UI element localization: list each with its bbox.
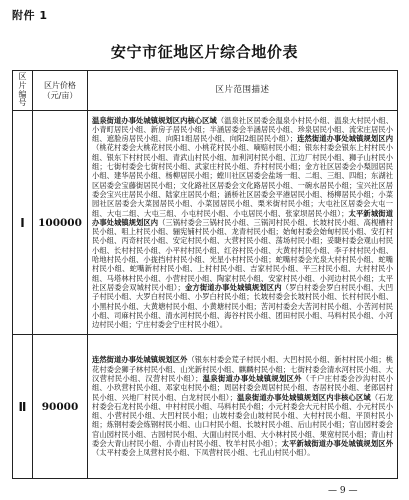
district-heading: 温泉街道办事处城镇规划区内核心区域	[92, 115, 217, 125]
zone-price-cell	[33, 335, 88, 479]
village-group-list: （罗白村委会罗白村民小组、大凹子村民小组、大罗白村民小组、小罗白村民小组；长坡村委会长坡村民小组、长村村民小组、小黑村民小组、大黄塘村民小组、小黄塘村民小组；苦河村委会大苦河村民小组、小苦河村民小组、司麻村民小组、清水河村民小组、海谷村民小组、团田村民小组、马料村民小组、小河边村民小组；宁庄村委会宁庄村民小组）。	[92, 282, 394, 330]
document-title: 安宁市征地区片综合地价表	[110, 43, 299, 61]
village-group-list: （三锅村委会三锅村民小组、三锅河村民小组、长坡村民小组、高枧槽村民小组、咀上村民小组、骊宪铺村民小组、龙青村民小组；始甸村委会始甸村民小组、安打村民小组、丙奇村民小组、安定村民小组、大营村民小组、荡场村民小组；妥睫村委会观山村民小组、长村村民小组、小平村村民小组、红谷村民小组、大黄村村民小组、李子村村民小组、哈地村民小组、小拢挡村村民小组、光星小村村民小组；蛇嘴村委会光泉大村村民小组、蛇嘴村民小组、蛇嘴新村村民小组、上村村民小组、吉家村民小组、平三村民小组、大村村民小组、马塔林村民小组、小营村民小组、陶家村民小组、安家村民小组、小河边村民小组；太平社区居委会双城村民小组）；	[92, 217, 394, 292]
header-zone-number-label: 区片编号	[18, 72, 27, 108]
district-heading: 金方街道办事处城镇规划区内	[184, 282, 282, 292]
district-heading: 温泉街道办事处城镇规划区内非核心区域	[236, 392, 371, 402]
zone-number-cell	[13, 111, 33, 335]
zone-description-cell	[88, 335, 398, 479]
village-group-list: （石龙村委会石龙村民小组、中村村民小组、马料村民小组；小元村委会大元村民小组、小元村民小组、小营村民小组、大凹村民小组；山坡村委会山坡村民小组、大村村民小组、平顶村民小组；炼钢村委会炼钢村民小组、山口村民小组、长坡村民小组、后山村民小组；官山园村委会官山园村民小组、古园村民小组、大面山村民小组、大小林村民小组、果宽村民小组；青山村委会大青山村民小组、小青山村民小组、牧羊村民小组）；	[92, 392, 394, 449]
zone-description	[92, 116, 393, 330]
header-zone-number	[13, 71, 33, 111]
zone-description	[92, 355, 393, 457]
village-group-list: （桃花村委会大桃花村民小组、小桃花村民小组、嘀赔村民小组；银东村委会银东上村村民小组、银东下村村民小组、青武山村民小组、加利河村民小组、江边厂村民小组、狮子山村民小组；七街村委会七街村民小组、武家庄村民小组、乔村村民小组；金方社区居委会小梨园居民小组、建华居民小组、杨柳居民小组；螳川社区居委会盐场一组、二组、三组、四组；东湖社区居委会宝藤街居民小组；文化路社区居委会文化路居民小组、一碗水居民小组；宝兴社区居委会宝兴庄居民小组、陆家庄居民小组；涵桥社区居委会平港居民小组、杨柳居民小组；小菜园社区居委会大菜园居民小组、小菜园居民小组、栗米街村民小组；大屯社区居委会大屯一组、大屯二组、大屯三组、小屯村民小组、小屯居民小组、张家坝居民小组）；	[92, 143, 393, 218]
land-price-table	[12, 70, 398, 479]
district-heading: 连然街道办事处城镇规划区内	[297, 134, 393, 144]
attachment-label: 附件 1	[12, 9, 48, 22]
village-group-list: （千户庄村委会沙沟村民小组、小玖营村民小组、邓家屯村民小组；周居村委会周居村民小组、杏居村民小组、老郎居村民小组、兴地厂村民小组、白龙村民小组）；	[92, 373, 394, 402]
zone-description-cell	[88, 111, 398, 335]
district-heading: 连然街道办事处城镇规划区外	[92, 355, 188, 365]
village-group-list: （温泉社区居委会温泉小村民小组、温泉大村民小组、小青町居民小组、新房子居民小组；半涵居委会半涵居民小组、珍泉居民小组、流宋庄居民小组、遮脸房居民小组、向阳1组居民小组、向阳2组居民小组）；	[92, 115, 394, 144]
village-group-list: （太平村委会上凤营村民小组、下凤营村民小组、七孔山村民小组）。	[92, 448, 315, 458]
header-price-label: 区片价格	[43, 81, 76, 90]
district-heading: 太平新城街道办事处城镇规划区内	[92, 208, 393, 227]
village-group-list: （银东村委会荒子村民小组、大凹村民小组、新村村民小组；桃花村委会狮子林村民小组、山光新村民小组、麒麟村民小组；七街村委会清水河村民小组、大汉营村民小组、汉营村民小组）；	[92, 355, 393, 383]
header-zone-description	[88, 71, 398, 111]
header-zone-price	[33, 71, 88, 111]
district-heading: 温泉街道办事处城镇规划区外	[202, 373, 302, 383]
zone-number-cell	[13, 335, 33, 479]
zone-number: Ⅰ	[20, 215, 25, 230]
header-zone-price-text	[43, 81, 78, 100]
header-price-unit: （元/亩）	[42, 90, 78, 100]
zone-price-cell	[33, 111, 88, 335]
district-heading: 太平新城街道办事处城镇规划区外	[281, 439, 394, 449]
zone-price: 90000	[41, 400, 79, 413]
zone-price: 100000	[38, 216, 82, 229]
header-description-label: 区片范围描述	[215, 84, 270, 95]
zone-number: Ⅱ	[18, 399, 27, 414]
page-number: — 9 —	[328, 486, 358, 496]
